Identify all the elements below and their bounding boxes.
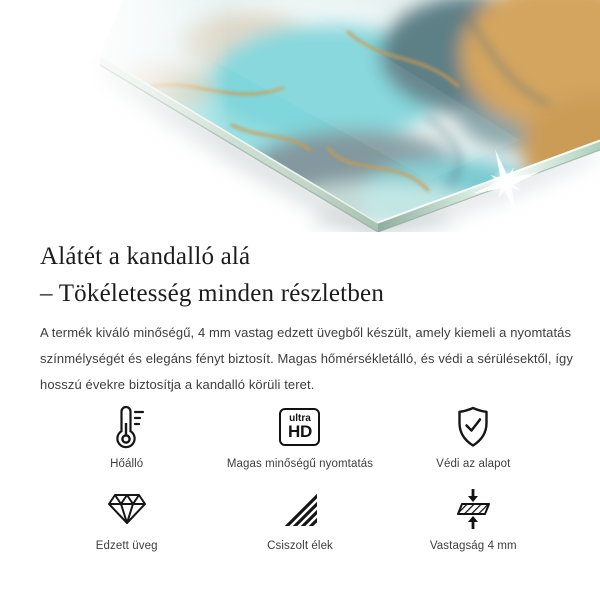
description-line: színmélységét és elegáns fényt biztosít. Magas hőmérsékletálló, és védi a sérülésektől, így xyxy=(40,351,573,366)
feature-label: Magas minőségű nyomtatás xyxy=(226,458,374,470)
feature-print-quality xyxy=(213,404,386,470)
feature-label: Csiszolt élek xyxy=(267,540,333,552)
description-line: hosszú évekre biztosítja a kandalló körüli teret. xyxy=(40,377,315,392)
feature-label: Edzett üveg xyxy=(95,540,158,552)
ultra-hd-icon xyxy=(279,404,320,450)
ultra-hd-icon-text-bottom: HD xyxy=(288,422,312,441)
page-title-line1: Alátét a kandalló alá xyxy=(40,243,251,270)
thickness-arrows-icon xyxy=(454,486,492,532)
feature-grid xyxy=(40,404,560,552)
page-title-line2: – Tökéletesség minden részletben xyxy=(40,280,385,307)
feature-label: Vastagság 4 mm xyxy=(429,540,517,552)
feature-tempered-glass xyxy=(40,486,213,552)
product-description-section xyxy=(0,238,600,552)
feature-thickness xyxy=(387,486,560,552)
ultra-hd-icon-text-top: ultra xyxy=(289,413,311,424)
feature-heat-resistant xyxy=(40,404,213,470)
feature-protects-base xyxy=(387,404,560,470)
shield-check-icon xyxy=(454,404,492,450)
product-image-graphic xyxy=(0,0,600,232)
polished-edge-stripes-icon xyxy=(281,486,319,532)
product-description xyxy=(40,320,573,398)
feature-polished-edges xyxy=(213,486,386,552)
feature-label: Védi az alapot xyxy=(436,458,511,470)
thermometer-icon xyxy=(109,404,145,450)
feature-label: Hőálló xyxy=(110,458,144,470)
product-image xyxy=(0,0,600,232)
diamond-icon xyxy=(107,486,147,532)
page-title xyxy=(40,238,560,312)
description-line: A termék kiváló minőségű, 4 mm vastag edzett üvegből készült, amely kiemeli a nyomtatás xyxy=(40,325,572,340)
